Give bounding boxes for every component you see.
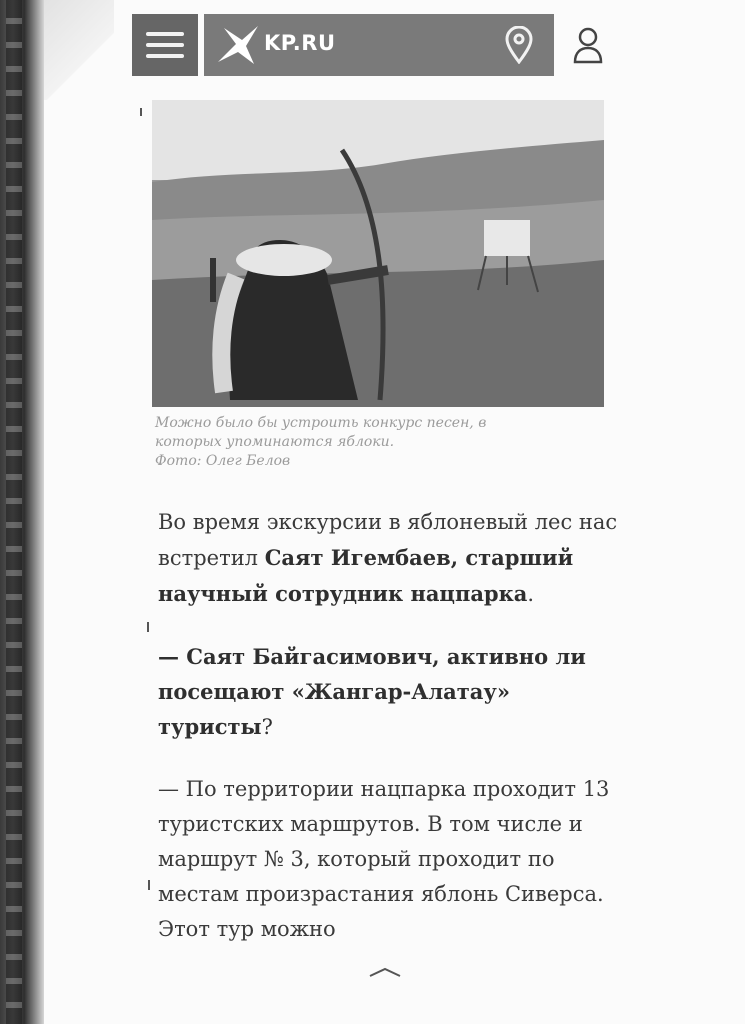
caption-line-2: которых упоминаются яблоки. [155,434,395,450]
hamburger-icon [146,54,184,58]
question-text: — Саят Байгасимович, активно ли посещают «Жангар-Алатау» туристы [158,644,586,739]
scan-mark [148,880,150,890]
user-profile-icon[interactable] [572,26,604,64]
question-mark: ? [261,715,273,739]
page-corner [44,0,114,100]
menu-button[interactable] [132,14,198,76]
photo-caption [155,414,595,471]
hamburger-icon [146,43,184,47]
hamburger-icon [146,32,184,36]
paragraph-intro [158,505,618,612]
brand-bar[interactable] [204,14,554,76]
location-pin-icon[interactable] [504,26,534,64]
paragraph-text: Во время экскурсии в яблоневый лес нас встретил [158,510,618,570]
interview-answer: — По территории нацпарка проходит 13 туристских маршрутов. В том числе и маршрут № 3, который проходит по местам произрастания яблонь Сиверса. Этот тур можно [158,777,610,941]
photo-credit: Фото: Олег Белов [155,453,291,469]
site-header [132,14,607,76]
scan-mark [140,108,142,116]
kp-bird-logo-icon [214,22,262,68]
scroll-up-caret-icon[interactable] [368,966,402,978]
caption-line-1: Можно было бы устроить конкурс песен, в [155,415,487,431]
interviewee-name: Саят Игембаев, старший научный сотрудник нацпарка [158,545,574,606]
brand-name: KP.RU [264,31,336,55]
interview-question [158,639,618,745]
archery-photo [152,100,604,407]
paragraph-text: . [527,582,535,606]
article-photo [152,100,604,407]
scan-mark [147,622,149,632]
scan-binding-strip [0,0,44,1024]
article-body [158,505,618,947]
